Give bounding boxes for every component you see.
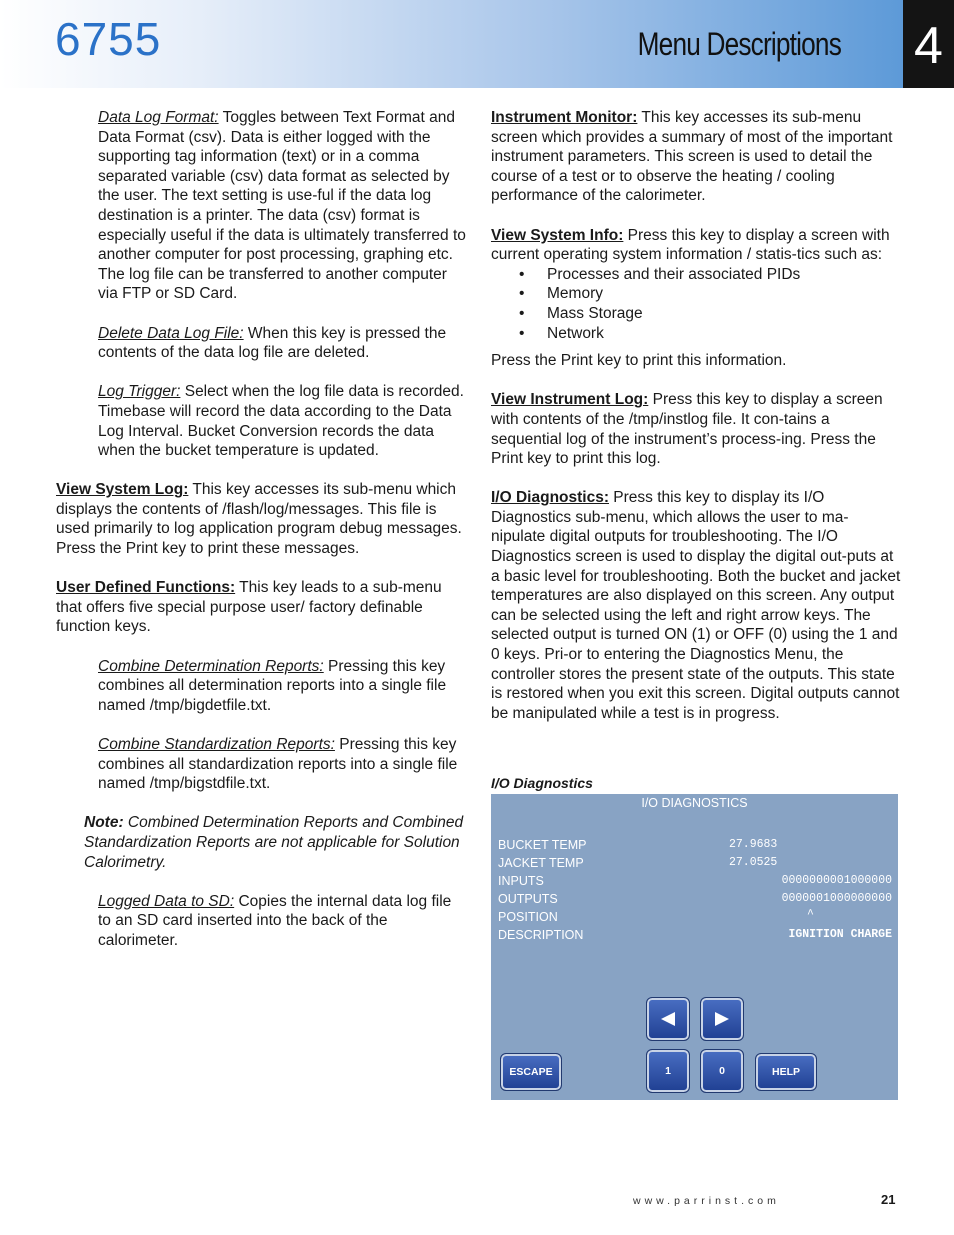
position-label: POSITION bbox=[498, 910, 558, 924]
view-system-log-para: View System Log: This key accesses its sub-menu which displays the contents of /flash/log/messages. This file is used primarily to log application program debug messages. Press the Print key to print these messages. bbox=[56, 481, 462, 558]
data-log-format-para: Data Log Format: Toggles between Text Format and Data Format (csv). Data is either logged with the supporting tag information (text) or in a comma separated variable (csv) data format as selected by the user. The text setting is use-ful if the data log destination is a printer. The data (csv) format is especially useful if the data is ultimately transferred to another computer for post processing, graphing etc. The log file can be transferred to another computer via FTP or SD Card. bbox=[98, 109, 466, 303]
list-item: • Mass Storage bbox=[491, 304, 901, 324]
one-button[interactable]: 1 bbox=[646, 1049, 690, 1093]
escape-button[interactable]: ESCAPE bbox=[500, 1053, 562, 1091]
list-item: • Memory bbox=[491, 284, 901, 304]
description-label: DESCRIPTION bbox=[498, 928, 584, 942]
combine-determination-para: Combine Determination Reports: Pressing this key combines all determination reports into a single file named /tmp/bigdetfile.txt. bbox=[98, 657, 447, 714]
inputs-value: 0000000001000000 bbox=[781, 874, 892, 887]
combine-standardization-para: Combine Standardization Reports: Pressing this key combines all standardization reports into a single file named /tmp/bigstdfile.txt. bbox=[98, 736, 458, 793]
chapter-number: 4 bbox=[903, 0, 954, 88]
print-info-para: Press the Print key to print this information. bbox=[491, 352, 787, 370]
position-marker: ^ bbox=[807, 908, 814, 921]
footer-url: www.parrinst.com bbox=[633, 1195, 780, 1207]
io-diagnostics-screen bbox=[491, 794, 898, 1100]
right-arrow-icon bbox=[713, 1010, 731, 1028]
note-para: Note: Combined Determination Reports and Combined Standardization Reports are not applicable for Solution Calorimetry. bbox=[84, 814, 464, 871]
description-value: IGNITION CHARGE bbox=[788, 928, 892, 941]
user-defined-functions-para: User Defined Functions: This key leads to a sub-menu that offers five special purpose user/ factory definable function keys. bbox=[56, 579, 442, 636]
left-arrow-button[interactable] bbox=[646, 997, 690, 1041]
logged-data-sd-para: Logged Data to SD: Copies the internal data log file to an SD card inserted into the back of the calorimeter. bbox=[98, 892, 452, 949]
help-button[interactable]: HELP bbox=[755, 1053, 817, 1091]
left-column bbox=[56, 108, 466, 970]
figure-caption: I/O Diagnostics bbox=[491, 775, 593, 791]
right-arrow-button[interactable] bbox=[700, 997, 744, 1041]
inputs-label: INPUTS bbox=[498, 874, 544, 888]
list-item: • Network bbox=[491, 324, 901, 344]
bucket-temp-value: 27.9683 bbox=[729, 838, 778, 851]
view-system-info-para: View System Info: Press this key to display a screen with current operating system information / statis-tics such as: bbox=[491, 226, 890, 264]
screen-title: I/O DIAGNOSTICS bbox=[641, 796, 748, 810]
outputs-label: OUTPUTS bbox=[498, 892, 558, 906]
instrument-monitor-para: Instrument Monitor: This key accesses its sub-menu screen which provides a summary of most of the important instrument parameters. This screen is used to detail the course of a test or to observe the heating / cooling performance of the calorimeter. bbox=[491, 109, 893, 205]
log-trigger-para: Log Trigger: Select when the log file data is recorded. Timebase will record the data according to the Data Log Interval. Bucket Conversion records the data when the bucket temperature is updated. bbox=[98, 383, 464, 460]
outputs-value: 0000001000000000 bbox=[781, 892, 892, 905]
page-header bbox=[0, 0, 903, 88]
jacket-temp-value: 27.0525 bbox=[729, 856, 778, 869]
list-item: • Processes and their associated PIDs bbox=[491, 265, 901, 285]
jacket-temp-label: JACKET TEMP bbox=[498, 856, 584, 870]
zero-button[interactable]: 0 bbox=[700, 1049, 744, 1093]
io-diagnostics-para: I/O Diagnostics: Press this key to display its I/O Diagnostics sub-menu, which allows the user to ma-nipulate digital outputs for troubleshooting. The I/O Diagnostics screen is used to display the digital out-puts at a basic level for troubleshooting. Both the bucket and jacket temperatures are also displayed on this screen. Any output can be selected using the left and right arrow keys. The selected output is turned ON (1) or OFF (0) using the 1 and 0 keys. Pri-or to entering the Diagnostics Menu, the controller stores the present state of the outputs. This state is restored when you exit this screen. Digital outputs cannot be manipulated while a test is in progress. bbox=[491, 489, 901, 722]
page-number: 21 bbox=[881, 1192, 896, 1207]
view-instrument-log-para: View Instrument Log: Press this key to display a screen with contents of the /tmp/instlog file. It con-tains a sequential log of the instrument’s process-ing. Press the Print key to print this log. bbox=[491, 391, 883, 468]
left-arrow-icon bbox=[659, 1010, 677, 1028]
bucket-temp-label: BUCKET TEMP bbox=[498, 838, 587, 852]
model-number: 6755 bbox=[55, 13, 162, 65]
right-column bbox=[491, 108, 901, 743]
section-title: Menu Descriptions bbox=[637, 26, 841, 62]
system-info-list bbox=[491, 265, 901, 343]
delete-data-log-para: Delete Data Log File: When this key is pressed the contents of the data log file are deleted. bbox=[98, 324, 447, 362]
